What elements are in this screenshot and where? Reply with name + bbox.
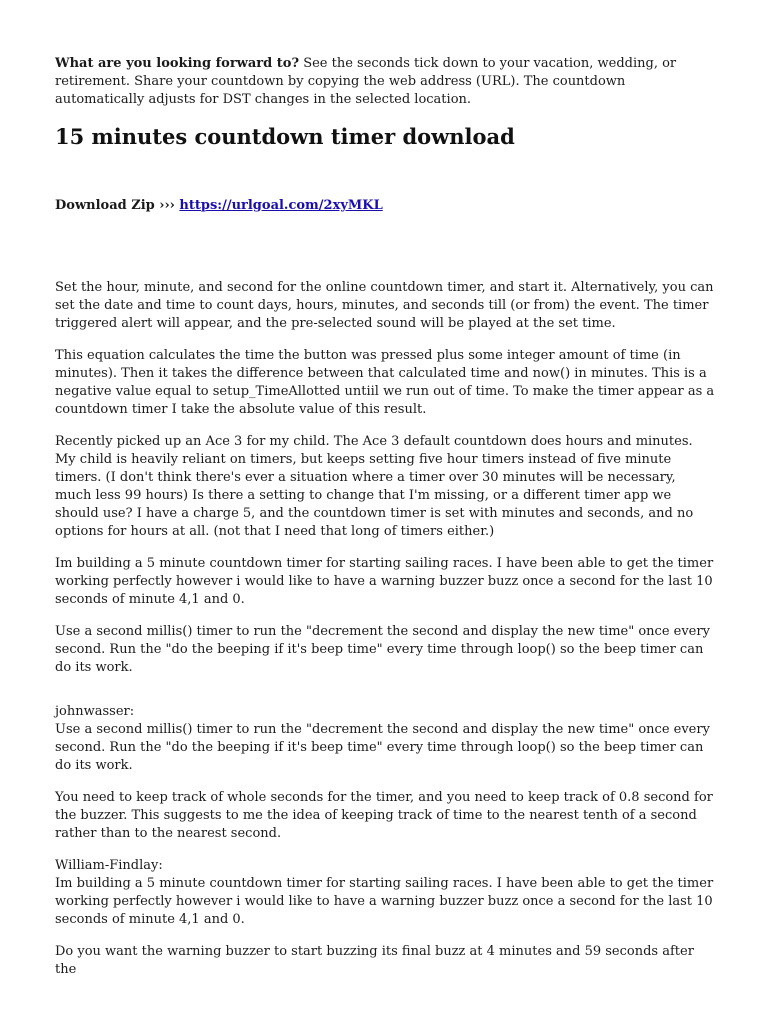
intro-lead: What are you looking forward to? <box>55 56 300 71</box>
reply-william-findlay <box>55 857 715 929</box>
download-line <box>55 197 715 215</box>
paragraph-1: Set the hour, minute, and second for the online countdown timer, and start it. Alternatively, you can set the date and time to count days, hours, minutes, and seconds till (or from) the event. The timer triggered alert will appear, and the pre-selected sound will be played at the set time. <box>55 280 714 331</box>
page-title: 15 minutes countdown timer download <box>55 124 515 149</box>
intro-text: See the seconds tick down to your vacation, wedding, or retirement. Share your countdown by copying the web address (URL). The countdown automatically adjusts for DST changes in the selected location. <box>55 56 677 107</box>
paragraph-5: Use a second millis() timer to run the "decrement the second and display the new time" once every second. Run the "do the beeping if it's beep time" every time through loop() so the beep timer can do its work. <box>55 624 710 675</box>
document-page <box>55 55 715 993</box>
intro-paragraph <box>55 55 715 109</box>
paragraph-6: You need to keep track of whole seconds for the timer, and you need to keep track of 0.8 second for the buzzer. This suggests to me the idea of keeping track of time to the nearest tenth of a second rather than to the nearest second. <box>55 790 713 841</box>
paragraph-2: This equation calculates the time the button was pressed plus some integer amount of time (in minutes). Then it takes the difference between that calculated time and now() in minutes. This is a negative value equal to setup_TimeAllotted untiil we run out of time. To make the timer appear as a countdown timer I take the absolute value of this result. <box>55 348 715 417</box>
download-label: Download Zip ››› <box>55 198 180 213</box>
reply-quote: Im building a 5 minute countdown timer for starting sailing races. I have been able to get the timer working perfectly however i would like to have a warning buzzer buzz once a second for the last 10 seconds of minute 4,1 and 0. <box>55 876 714 927</box>
paragraph-7: Do you want the warning buzzer to start buzzing its final buzz at 4 minutes and 59 seconds after the <box>55 944 694 977</box>
reply-johnwasser <box>55 703 715 775</box>
reply-author: William-Findlay: <box>55 858 163 873</box>
reply-author: johnwasser: <box>55 704 135 719</box>
reply-quote: Use a second millis() timer to run the "decrement the second and display the new time" once every second. Run the "do the beeping if it's beep time" every time through loop() so the beep timer can do its work. <box>55 722 710 773</box>
paragraph-3: Recently picked up an Ace 3 for my child. The Ace 3 default countdown does hours and minutes. My child is heavily reliant on timers, but keeps setting five hour timers instead of five minute timers. (I don't think there's ever a situation where a timer over 30 minutes will be necessary, much less 99 hours) Is there a setting to change that I'm missing, or a different timer app we should use? I have a charge 5, and the countdown timer is set with minutes and seconds, and no options for hours at all. (not that I need that long of timers either.) <box>55 434 694 539</box>
download-link[interactable]: https://urlgoal.com/2xyMKL <box>179 198 383 213</box>
paragraph-4: Im building a 5 minute countdown timer for starting sailing races. I have been able to get the timer working perfectly however i would like to have a warning buzzer buzz once a second for the last 10 seconds of minute 4,1 and 0. <box>55 556 714 607</box>
